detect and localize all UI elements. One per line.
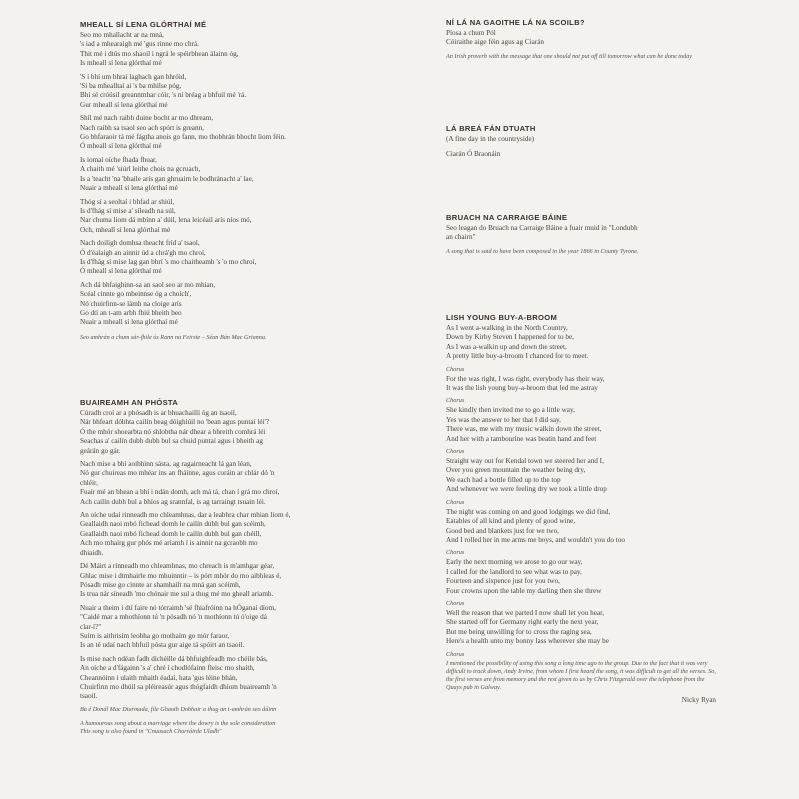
lyric-line: I called for the landlord to see what was to pay, [446,567,582,576]
lyric-line: And whenever we were feeling dry we took a little drop [446,485,607,494]
song-title: BUAIREAMH AN PHÓSTA [80,398,179,407]
lyric-line: The night was coming on and good lodgings we did find, [446,507,611,516]
section-bruach [446,213,716,256]
lyric-line: Ach mo mhairg gur phós mé ariamh í is ainnir na gcraobh mo [80,539,258,548]
lyric-line: Straight way out for Kendal town we steered her and I, [446,457,604,466]
chorus-label: Chorus [446,599,465,607]
lyric-line: For the was right, I was right, everybody has their way, [446,374,605,383]
stanza [80,198,340,236]
section-note: An Irish proverb with the message that one should not put off till tomorrow what can be done today [446,52,692,60]
lyric-line: Here's a health unto my bonny lass wherever she may be [446,637,609,646]
lyric-line: Seachas a' cailín dubh dubh bul sa chuid puntaí agus i bheith ag [80,437,263,446]
lyric-line: Nach mise a bhí aoibhinn sásta, ag ragairneacht lá gan léan, [80,460,252,469]
lyric-line: Nar chuma liom dá mbínn a' dúil, lena leicéail arís níos mó, [80,216,252,225]
lyric-line: Ach dá bhfaighinn-sa an saol seo ar mo mhian, [80,280,216,289]
lyric-line: It was the lish young buy-a-broom that led me astray [446,384,598,393]
lyric-line: Is d'fhág sí mise a' síleadh na súl, [80,206,176,215]
chorus-label: Chorus [446,365,465,373]
lyric-line: Seo mo mhallacht ar na mná, [80,31,164,39]
lyric-line: Geallaidh naoi mbó fichead domh le cailín dubh bul gan chéill, [80,529,262,538]
stanza [80,281,340,328]
lyric-line: But me being unwilling for to cross the raging sea, [446,627,592,636]
lyric-line: Nár bhfeart dóbhta cailín beag dóighiúil no 'bean agus puntaí léi'? [80,418,270,427]
lyric-line: An oíche udaí rinneadh mo chleamhnas, dar a leabhra char mhian liom é, [80,511,291,520]
lyric-line: Good bed and blankets just for we two, [446,526,559,535]
lyric-line: clar-í?" [80,622,102,631]
section-title: NÍ LÁ NA GAOITHE LÁ NA SCOILB? [446,18,585,27]
song-credit: Ba é Donál Mac Diarmada, file Ghaoth Dobhair a thug an t-amhrán seo dúinn [80,705,277,713]
stanza [80,73,340,111]
song-note: This song is also found in "Cnuasach Chorráirde Uladh" [80,727,222,735]
song-title: MHEALL SÍ LENA GLÓRTHAÍ MÉ [80,20,207,29]
section-la-brea [446,124,716,160]
lyric-line: 'Sí ba mhealltaí ai 's ba mhilse póg, [80,82,182,91]
stanza [80,460,340,507]
lyric-line: Go dtí an t-am arbh fhiú bheith beo [80,308,182,317]
lyric-line: Nuair a theim i dtí faire nó tórraimh 'sé fhiafróinn na hÓganaí díom, [80,603,276,612]
lyric-line: Is d'fhág sí mise lag gan bhrí 's mo chaitheamh 's 'o mo chroí, [80,257,257,266]
lyric-line: We each had a bottle filled up to the top [446,475,561,484]
lyric-line: A pretty little buy-a-broom I chanced for to meet. [446,352,589,361]
song-buaireamh [80,398,340,736]
lyric-line: tsaoil. [80,692,98,701]
song-mheall-si [80,20,340,342]
lyric-line: Fuair mé an bhean a bhí i ndán domh, ach má tá, chan í grá mo chroí, [80,488,280,497]
lyric-line: Bhí sé cróúsil greannmhar cóir, 's ní bréag a bhfuil mé 'rá. [80,91,247,100]
text-line: Cóiraithe aige féin agus ag Ciarán [446,38,544,47]
stanza [446,375,716,394]
stanza [446,324,716,362]
lyric-line: Eatables of all kind and plenty of good wine, [446,517,576,526]
lyric-line: Chuirfinn mo dhúil sa pléireasúr agus thógfaidh dhíom buaireamh 'n [80,682,277,691]
lyric-line: She kindly then invited me to go a little way, [446,406,575,415]
lyric-line: Fourteen and sixpence just for you two, [446,577,560,586]
stanza [446,558,716,596]
lyric-line: Go bhfaraoir tá mé fágtha anois go fann, mo thobhrán bhocht liom féin. [80,133,286,142]
lyric-line: And her with a tambourine was beatin hand and feet [446,434,597,443]
lyric-line: Cúradh croí ar a phósadh is ar bhuachaillí óg an tsaoil, [80,409,237,417]
lyric-line: Thit mé i dtús mo shaoil i ngrá le spéirbhean álainn óg, [80,49,239,58]
stanza [80,409,340,456]
lyric-line: And I rolled her in me arms me boys, and wouldn't you do too [446,535,625,544]
lyric-line: Nó chuirfinn-se lámh na cloige arís [80,299,182,308]
song-lyrics [80,31,340,328]
lyric-line: Cheannóinn i ulaith mhaith éadaí, hata 'gus léine bhán, [80,673,238,682]
lyric-line: There was, me with my music walkin down the street, [446,425,602,434]
stanza [446,508,716,546]
stanza [446,406,716,444]
song-lyrics [80,409,340,702]
lyric-line: 's iad a mhearaigh mé 'gus rinne mo chrá. [80,40,199,49]
lyric-line: Pósadh mise go cinnte ar shamhailt na mná gan scéimh, [80,580,241,589]
stanza [80,31,340,69]
signature: Nicky Ryan [681,695,716,704]
lyric-line: Ó d'éalaigh an ainnir úd a chrá'gh mo chroí, [80,248,206,257]
stanza [80,239,340,277]
lyric-line: Is mheall sí lena glórthaí mé [80,59,162,68]
lyric-line: Scéal cinnte go mbeinnse óg a choích', [80,290,192,299]
lyric-line: Is a 'teacht 'na 'bhaile arís gan ghruaim le bodhránacht a' lae, [80,174,254,183]
text-line: (A fine day in the countryside) [446,135,535,143]
lyric-line: Well the reason that we parted I now shall let you hear, [446,608,605,617]
lyric-line: Ó the mhór shoearbta nó shlobtha nár dhear a bhreith comhrá léi [80,427,266,436]
stanza [80,511,340,558]
stanza [80,604,340,651]
text-line: an chairn" [446,233,476,242]
chorus-label: Chorus [446,650,465,658]
lyric-line: Nuair a mheall sí lena glórthaí mé [80,184,178,193]
lyric-line: An oíche a d'fágainn 's a' chré í chodlófainn fleisc mo shaíth, [80,664,255,673]
lyric-line: Ghlac mise i dtmhairle mo mhuinntir – is pórt mhór do mo aibhleas é, [80,571,282,580]
song-note: I mentioned the possibility of using this song a long time ago to the group. Due to the fact that it was very difficult to track down, Andy Irvine, from whom I first heard the song, it was difficult to get all the verses. So, the first verses are from memory and the rest given to us by Chris Fitzgerald over the telephone from the Quays pub in Galway. [446,659,716,691]
stanza [80,562,340,600]
stanza [80,114,340,152]
song-title: LISH YOUNG BUY-A-BROOM [446,313,558,322]
lyric-line: Nuair a mheall sí lena glórthaí mé [80,318,178,327]
lyric-line: Ó mheall sí lena glórthaí mé [80,142,162,151]
lyric-line: As I went a-walking in the North Country, [446,324,568,332]
lyric-line: Och, mheall sí lena glórthaí mé [80,225,171,234]
lyric-line: Four crowns upon the table my darling then she threw [446,586,602,595]
lyric-line: Nach doiligh domhsa theacht fríd a' tsaol, [80,239,200,248]
lyric-line: Ó mheall sí lena glórthaí mé [80,267,162,276]
stanza [446,457,716,495]
section-note: A song that is said to have been composed in the year 1866 in County Tyrone. [446,247,639,255]
song-lyrics [446,324,716,647]
lyric-line: Geallaidh naoi mbó fichead domh le cailín dubh bul gan scéimh, [80,520,266,529]
lyric-line: Is trua nár síneadh 'mo chónair me sul a thug mé mo gheall ariamh. [80,590,274,599]
author: Ciarán Ó Braonáin [446,150,501,159]
lyric-line: A chaith mé 'siúrl leithe chois na gcruach, [80,165,201,174]
lyric-line: Dé Máirt a rinneadh mo chleamhnas, mo chreach is m'amhgar géar, [80,562,275,571]
section-title: LÁ BREÁ FÁN DTUATH [446,124,536,133]
lyric-line: geárán go gár. [80,446,121,455]
song-lish-young [446,313,716,704]
lyric-line: Nach raibh sa tsaol seo ach spórt is greann, [80,123,204,132]
lyric-line: Thóg sí a seoltaí i bhfad ar shiúl, [80,197,175,206]
lyric-line: Ach cailín dubh bul a bhíos ag srannfal, is ag tarraingt tsuain léi. [80,497,266,506]
section-ni-la [446,18,716,61]
lyric-line: Is iomaí oíche fhada fhuar, [80,155,157,164]
lyric-line: Shíl mé nach raibh duine bocht ar mo dhream, [80,114,214,123]
lyric-line: dhiaidh. [80,548,104,557]
text-line: Píosa a chum Pól [446,29,496,37]
stanza [446,609,716,647]
lyric-line: Is an té udaí nach bhfuil pósta gur aige tá spóirt an tsaoil. [80,641,245,650]
lyric-line: Yes was the answer to her that I did say, [446,415,561,424]
stanza [80,156,340,194]
lyric-line: Is mise nach ndéan fadh dichéille dá bhfuighfeadh mo chéile bás, [80,654,268,663]
lyric-line: She started off for Germany right early the next year, [446,618,599,627]
lyric-line: chléir, [80,478,98,487]
lyric-line: Early the next morning we arose to go our way, [446,558,583,567]
lyric-line: Down by Kirby Steven I happened for to be, [446,333,574,342]
section-title: BRUACH NA CARRAIGE BÁINE [446,213,568,222]
lyric-line: Over you green mountain the weather being dry, [446,466,586,475]
chorus-label: Chorus [446,498,465,506]
lyric-line: 'S í bhí um bhraí laghach gan bhróid, [80,72,187,81]
chorus-label: Chorus [446,549,465,557]
lyric-line: As I was a-walkin up and down the street, [446,342,567,351]
lyric-line: Nó gur chuireas mo mhéar ins an fháinne, agus coráin ar chlár dó 'n [80,469,275,478]
lyric-line: "Caidé mar a mhothíonn tú 'n pósadh nó 'n mothíonn tú ó'oige dá [80,613,267,622]
song-note: Seo amhrán a chum sár-fhile ós Rann na Feirste – Séan Bán Mac Grianna. [80,333,267,341]
song-note: A humourous song about a marriage where the dowry is the sole consideration [80,719,276,727]
lyric-line: Gur mheall sí lena glórthaí mé [80,100,168,109]
text-line: Seo leagan do Bruach na Carraige Báine a fuair muid in "Londubh [446,224,638,232]
stanza [80,655,340,702]
chorus-label: Chorus [446,397,465,405]
lyric-line: Suím is aithrisím leobha go mothaím go mór faraor, [80,631,230,640]
chorus-label: Chorus [446,448,465,456]
